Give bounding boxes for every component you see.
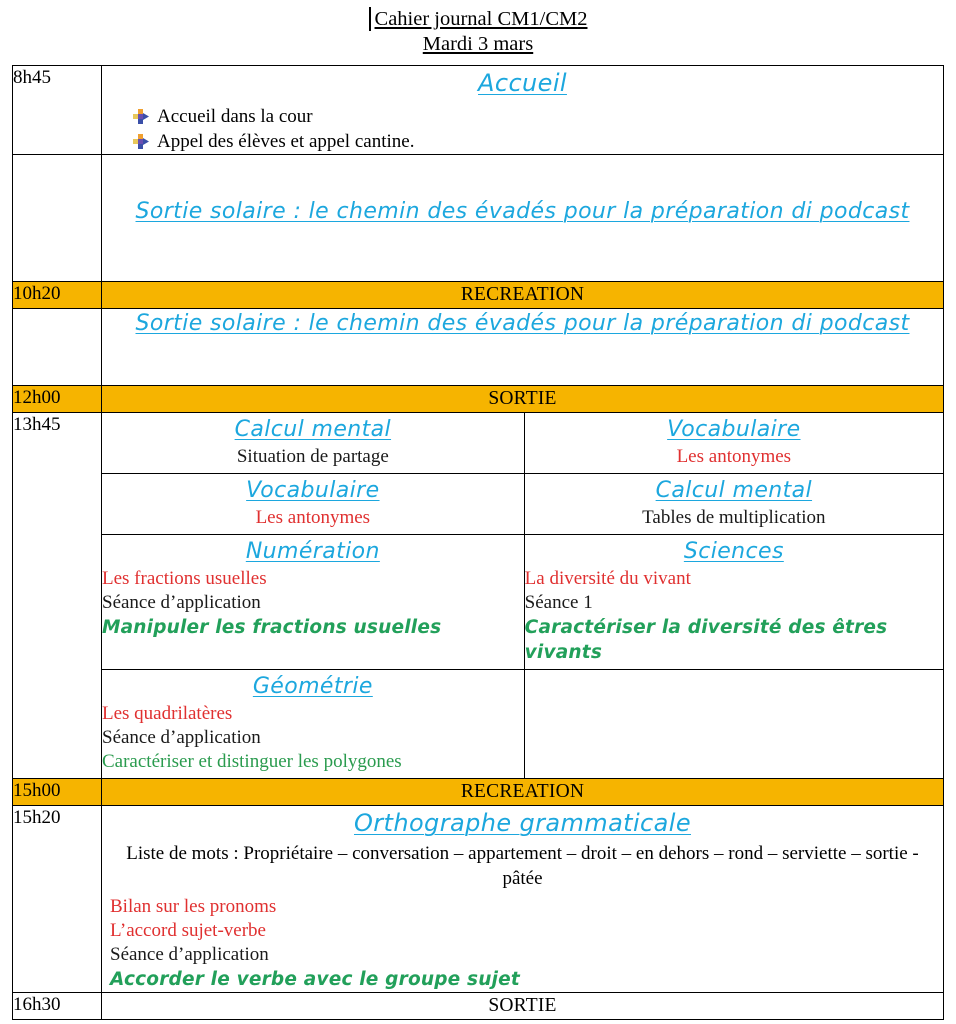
page-date: Mardi 3 mars — [422, 33, 534, 55]
subject-topic: Bilan sur les pronoms — [110, 896, 277, 917]
table-row-afternoon — [13, 413, 944, 779]
table-row-end-1630 — [13, 993, 944, 1020]
subject-heading: Géométrie — [252, 674, 373, 699]
time-label-2: 10h20 — [13, 282, 102, 309]
table-row-break-1200 — [13, 386, 944, 413]
subject-heading: Numération — [245, 539, 380, 564]
table-row-outing-morning — [13, 155, 944, 282]
end-label-sortie-1630: SORTIE — [102, 993, 944, 1020]
break-label-recreation-1020: RECREATION — [102, 282, 944, 309]
subject-topic: Tables de multiplication — [642, 507, 826, 528]
list-item — [102, 104, 943, 129]
subject-objective: Caractériser la diversité des êtres vivants — [524, 617, 888, 663]
subject-session: Séance d’application — [102, 727, 261, 748]
subject-row — [102, 413, 943, 474]
list-item — [102, 129, 943, 154]
daily-schedule-table — [12, 65, 944, 1020]
time-label-8: 16h30 — [13, 993, 102, 1020]
subject-cell-geometrie — [102, 670, 524, 779]
time-label-3 — [13, 309, 102, 386]
subject-topic: Les antonymes — [676, 446, 792, 467]
subject-cell-sciences — [524, 535, 943, 670]
subject-row — [102, 474, 943, 535]
subject-row — [102, 670, 943, 779]
orthographe-detail-lines — [102, 895, 943, 992]
time-label-7: 15h20 — [13, 806, 102, 993]
subject-topic: La diversité du vivant — [524, 568, 691, 589]
accueil-bullet-text: Appel des élèves et appel cantine. — [157, 131, 415, 152]
break-label-recreation-1500: RECREATION — [102, 779, 944, 806]
afternoon-subject-grid — [102, 413, 943, 778]
page-subtitle-line — [0, 32, 956, 56]
subject-heading: Calcul mental — [655, 478, 813, 503]
orthographe-content-cell — [102, 806, 944, 993]
outing-content-cell — [102, 155, 944, 282]
accueil-bullet-list — [102, 104, 943, 154]
arrow-bullet-icon — [132, 108, 150, 126]
time-label-1 — [13, 155, 102, 282]
page-title-line — [0, 7, 956, 31]
subject-heading: Sciences — [683, 539, 784, 564]
subject-session: Séance d’application — [102, 592, 261, 613]
time-label-5: 13h45 — [13, 413, 102, 779]
subject-cell-vocabulaire-1 — [524, 413, 943, 474]
table-row-orthographe — [13, 806, 944, 993]
subject-topic: Les antonymes — [255, 507, 371, 528]
outing-content-cell-2 — [102, 309, 944, 386]
table-row-break-1500 — [13, 779, 944, 806]
subject-cell-empty — [524, 670, 943, 779]
subject-cell-calcul-mental-2 — [524, 474, 943, 535]
subject-session: Séance 1 — [524, 592, 593, 613]
time-label-4: 12h00 — [13, 386, 102, 413]
document-header — [0, 0, 956, 56]
accueil-bullet-text: Accueil dans la cour — [157, 106, 313, 127]
session-heading-accueil: Accueil — [478, 69, 567, 97]
time-label-6: 15h00 — [13, 779, 102, 806]
session-heading-orthographe: Orthographe grammaticale — [354, 809, 691, 837]
subject-heading: Vocabulaire — [246, 478, 380, 503]
subject-cell-numeration — [102, 535, 524, 670]
table-row-accueil — [13, 66, 944, 155]
arrow-bullet-icon — [132, 133, 150, 151]
subject-row — [102, 535, 943, 670]
afternoon-grid-cell — [102, 413, 944, 779]
subject-cell-calcul-mental-1 — [102, 413, 524, 474]
subject-objective: Caractériser et distinguer les polygones — [102, 751, 402, 772]
session-heading-outing-late-morning: Sortie solaire : le chemin des évadés pour la préparation di podcast — [135, 311, 910, 336]
break-label-sortie-1200: SORTIE — [102, 386, 944, 413]
subject-cell-vocabulaire-2 — [102, 474, 524, 535]
word-list: Liste de mots : Propriétaire – conversation – appartement – droit – en dehors – rond – serviette – sortie - pâtée — [126, 843, 919, 889]
session-heading-outing-morning: Sortie solaire : le chemin des évadés pour la préparation di podcast — [135, 199, 910, 224]
page-title: Cahier journal CM1/CM2 — [369, 7, 588, 31]
subject-heading: Calcul mental — [234, 417, 392, 442]
subject-objective: Accorder le verbe avec le groupe sujet — [110, 969, 520, 990]
accueil-content-cell — [102, 66, 944, 155]
subject-objective: Manipuler les fractions usuelles — [102, 617, 442, 638]
subject-topic: L’accord sujet-verbe — [110, 920, 266, 941]
subject-topic: Situation de partage — [236, 446, 389, 467]
time-label-0: 8h45 — [13, 66, 102, 155]
table-row-outing-late-morning — [13, 309, 944, 386]
subject-topic: Les quadrilatères — [102, 703, 233, 724]
table-row-break-1020 — [13, 282, 944, 309]
subject-heading: Vocabulaire — [667, 417, 801, 442]
subject-topic: Les fractions usuelles — [102, 568, 267, 589]
subject-session: Séance d’application — [110, 944, 269, 965]
